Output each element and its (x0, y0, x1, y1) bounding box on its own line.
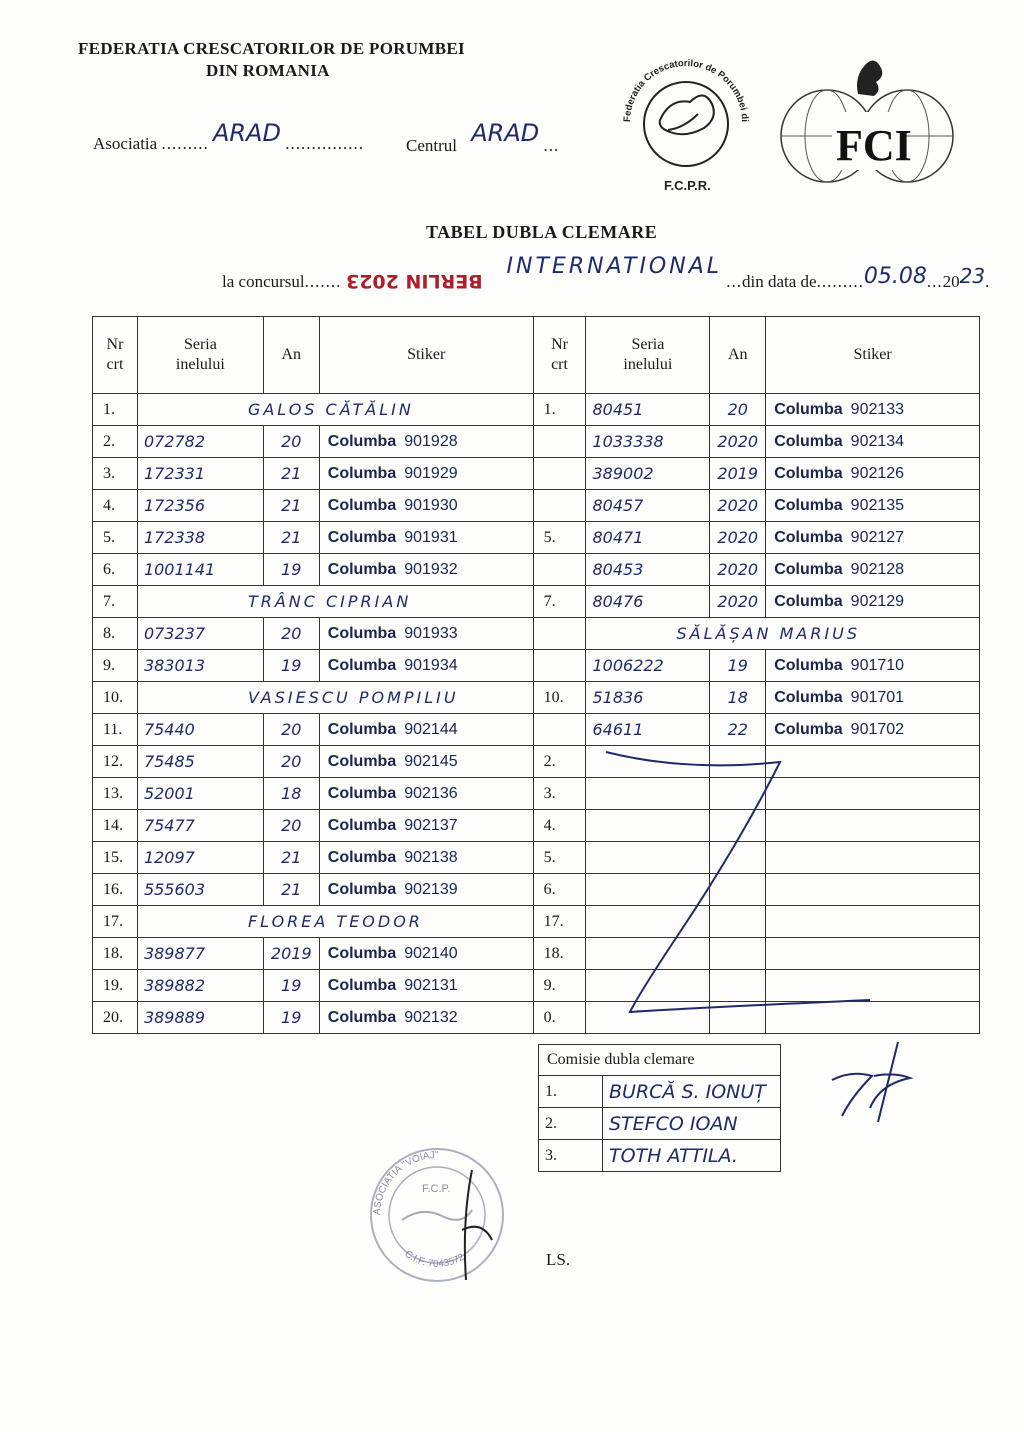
ring-year-right: 20 (710, 394, 766, 426)
ring-year: 2019 (263, 938, 319, 970)
centrul-field: Centrul ARAD ... (406, 119, 560, 155)
sticker-label (319, 746, 533, 778)
row-number-right: 3. (533, 778, 586, 810)
row-number-right (533, 650, 586, 682)
commission-name: STEFCO IOAN (603, 1108, 781, 1140)
fcpr-logo-ring-text: Federatia Crescatorilor de Porumbei di (621, 57, 751, 123)
row-number-right: 7. (533, 586, 586, 618)
commission-nr: 1. (539, 1076, 603, 1108)
sticker-number: 902128 (850, 560, 905, 578)
ring-year-right: 2019 (710, 458, 766, 490)
sticker-label (319, 650, 533, 682)
sticker-brand: Columba (327, 1008, 397, 1026)
ring-serial: 172338 (137, 522, 263, 554)
row-number: 20. (93, 1002, 138, 1034)
sticker-number: 902135 (850, 496, 905, 514)
ring-year-right: 19 (710, 650, 766, 682)
sticker-label-right (766, 490, 980, 522)
ring-serial: 172356 (137, 490, 263, 522)
row-number: 19. (93, 970, 138, 1002)
row-number: 15. (93, 842, 138, 874)
ring-serial-right: 1006222 (586, 650, 710, 682)
centrul-label: Centrul (406, 136, 457, 155)
sticker-number: 901930 (404, 496, 458, 514)
sticker-label (319, 970, 533, 1002)
ring-year: 20 (263, 618, 319, 650)
table-row (93, 650, 980, 682)
sticker-brand: Columba (774, 528, 843, 546)
sticker-number: 901932 (404, 560, 458, 578)
race-stamp: BERLIN 2023 (345, 270, 483, 292)
sticker-number: 901933 (404, 624, 458, 642)
sticker-label-right (766, 650, 980, 682)
sticker-label-right (766, 682, 980, 714)
commission-name: TOTH ATTILA. (603, 1140, 781, 1172)
sticker-label (319, 1002, 533, 1034)
sticker-number: 902144 (404, 720, 458, 738)
row-number: 17. (93, 906, 138, 938)
ring-serial: 1001141 (137, 554, 263, 586)
ring-serial-right: 1033338 (586, 426, 710, 458)
federation-country: DIN ROMANIA (206, 61, 330, 80)
sticker-brand: Columba (327, 944, 397, 962)
ring-serial-right: 51836 (586, 682, 710, 714)
sticker-brand: Columba (327, 752, 397, 770)
sticker-number: 902134 (850, 432, 905, 450)
ring-year: 20 (263, 714, 319, 746)
year-prefix: 20 (942, 272, 960, 291)
row-number: 18. (93, 938, 138, 970)
sticker-brand: Columba (327, 720, 397, 738)
row-number-right (533, 426, 586, 458)
ring-year-right: 2020 (710, 586, 766, 618)
ring-year-right: 2020 (710, 554, 766, 586)
sticker-number: 901701 (850, 688, 905, 706)
row-number-right (533, 490, 586, 522)
ring-year-right: 2020 (710, 522, 766, 554)
ring-year: 21 (263, 522, 319, 554)
sticker-label (319, 842, 533, 874)
year-value: 23 (959, 264, 986, 288)
commission-row (539, 1076, 781, 1108)
sticker-number: 902133 (850, 400, 905, 418)
table-row (93, 682, 980, 714)
commission-signature (820, 1036, 920, 1136)
row-number: 4. (93, 490, 138, 522)
owner-name: VASIESCU POMPILIU (137, 682, 533, 714)
cancel-strike-line (590, 740, 890, 1030)
sticker-label-right (766, 586, 980, 618)
ring-year: 18 (263, 778, 319, 810)
row-number: 11. (93, 714, 138, 746)
sticker-label (319, 490, 533, 522)
concurs-label: la concursul (222, 272, 305, 291)
sticker-brand: Columba (774, 464, 843, 482)
sticker-brand: Columba (327, 848, 397, 866)
ring-serial: 172331 (137, 458, 263, 490)
table-row (93, 490, 980, 522)
ring-serial: 383013 (137, 650, 263, 682)
sticker-number: 902136 (404, 784, 458, 802)
race-type-handwritten: INTERNATIONAL (506, 254, 723, 279)
row-number-right: 4. (533, 810, 586, 842)
row-number: 5. (93, 522, 138, 554)
sticker-number: 902131 (404, 976, 458, 994)
owner-name: GALOS CĂTĂLIN (137, 394, 533, 426)
sticker-number: 901931 (404, 528, 458, 546)
sticker-brand: Columba (774, 496, 843, 514)
sticker-label (319, 810, 533, 842)
row-number-right (533, 554, 586, 586)
owner-name-right: SĂLĂȘAN MARIUS (586, 618, 980, 650)
row-number: 7. (93, 586, 138, 618)
row-number: 8. (93, 618, 138, 650)
ring-year: 19 (263, 970, 319, 1002)
sticker-brand: Columba (774, 592, 843, 610)
sticker-label (319, 938, 533, 970)
sticker-brand: Columba (327, 656, 397, 674)
sticker-label-right (766, 458, 980, 490)
table-row (93, 618, 980, 650)
concurs-line: la concursul....... BERLIN 2023 INTERNATIONAL ...din data de.........05.08...2023. (222, 254, 990, 292)
ring-serial: 555603 (137, 874, 263, 906)
ring-serial: 073237 (137, 618, 263, 650)
sticker-brand: Columba (327, 560, 397, 578)
table-row (93, 554, 980, 586)
sticker-brand: Columba (774, 560, 843, 578)
row-number-right: 18. (533, 938, 586, 970)
sticker-number: 901929 (404, 464, 458, 482)
ring-serial: 389889 (137, 1002, 263, 1034)
row-number-right: 0. (533, 1002, 586, 1034)
sticker-brand: Columba (774, 720, 843, 738)
sticker-number: 902138 (404, 848, 458, 866)
ring-year: 20 (263, 810, 319, 842)
sticker-label-right (766, 554, 980, 586)
ring-serial-right: 64611 (586, 714, 710, 746)
sticker-label (319, 778, 533, 810)
sticker-brand: Columba (774, 432, 843, 450)
ring-serial-right: 80453 (586, 554, 710, 586)
ring-year: 21 (263, 458, 319, 490)
row-number-right: 5. (533, 522, 586, 554)
sticker-number: 902127 (850, 528, 905, 546)
row-number-right: 5. (533, 842, 586, 874)
ring-serial: 75440 (137, 714, 263, 746)
row-number: 3. (93, 458, 138, 490)
sticker-number: 901702 (850, 720, 905, 738)
row-number: 12. (93, 746, 138, 778)
stamp-line2: F.C.P. (422, 1183, 451, 1195)
sticker-brand: Columba (327, 432, 397, 450)
table-row (93, 394, 980, 426)
sticker-brand: Columba (327, 528, 397, 546)
sticker-label (319, 554, 533, 586)
sticker-label-right (766, 522, 980, 554)
ring-year-right: 2020 (710, 490, 766, 522)
fcpr-logo (610, 42, 760, 202)
ring-year-right: 18 (710, 682, 766, 714)
fci-logo (772, 50, 962, 190)
ring-serial: 75477 (137, 810, 263, 842)
row-number: 6. (93, 554, 138, 586)
ring-year: 21 (263, 490, 319, 522)
ring-year: 19 (263, 554, 319, 586)
col-header-nr: Nr crt (93, 317, 138, 394)
ring-year: 21 (263, 842, 319, 874)
sticker-label (319, 426, 533, 458)
table-row (93, 522, 980, 554)
sticker-brand: Columba (327, 976, 397, 994)
ring-serial: 072782 (137, 426, 263, 458)
sticker-label (319, 618, 533, 650)
row-number: 2. (93, 426, 138, 458)
sticker-brand: Columba (774, 688, 843, 706)
commission-row (539, 1140, 781, 1172)
sticker-label (319, 874, 533, 906)
ring-serial-right: 80457 (586, 490, 710, 522)
col-header-sticker: Stiker (319, 317, 533, 394)
federation-name: FEDERATIA CRESCATORILOR DE PORUMBEI (78, 39, 465, 58)
sticker-number: 902139 (404, 880, 458, 898)
ring-serial: 52001 (137, 778, 263, 810)
date-label: din data de (742, 272, 817, 291)
asociatia-value: ARAD (212, 119, 281, 147)
commission-title: Comisie dubla clemare (539, 1045, 781, 1076)
sticker-number: 902137 (404, 816, 458, 834)
sticker-number: 901710 (850, 656, 905, 674)
table-header-row (93, 317, 980, 394)
table-row (93, 458, 980, 490)
sticker-brand: Columba (327, 816, 397, 834)
sticker-number: 902126 (850, 464, 905, 482)
ring-serial-right: 389002 (586, 458, 710, 490)
ring-year: 19 (263, 1002, 319, 1034)
fcpr-logo-abbr: F.C.P.R. (664, 178, 711, 193)
commission-nr: 3. (539, 1140, 603, 1172)
sticker-number: 902129 (850, 592, 905, 610)
col-header-year: An (263, 317, 319, 394)
sticker-label (319, 714, 533, 746)
federation-header (78, 38, 465, 82)
row-number-right: 2. (533, 746, 586, 778)
sticker-number: 902140 (404, 944, 458, 962)
asociatia-field: Asociatia ......... ARAD ............... (93, 119, 364, 153)
sticker-label (319, 522, 533, 554)
row-number: 14. (93, 810, 138, 842)
ring-serial-right: 80471 (586, 522, 710, 554)
ring-serial: 75485 (137, 746, 263, 778)
col-header-year-right: An (710, 317, 766, 394)
row-number-right (533, 458, 586, 490)
sticker-brand: Columba (327, 624, 397, 642)
sticker-number: 901934 (404, 656, 458, 674)
sticker-brand: Columba (774, 400, 843, 418)
row-number: 13. (93, 778, 138, 810)
row-number-right (533, 714, 586, 746)
row-number: 1. (93, 394, 138, 426)
col-header-ring-right: Seria inelului (586, 317, 710, 394)
ring-serial: 389882 (137, 970, 263, 1002)
row-number-right: 9. (533, 970, 586, 1002)
row-number-right: 10. (533, 682, 586, 714)
ring-year-right: 22 (710, 714, 766, 746)
row-number: 9. (93, 650, 138, 682)
ring-serial-right: 80476 (586, 586, 710, 618)
col-header-nr-right: Nr crt (533, 317, 586, 394)
ring-year-right: 2020 (710, 426, 766, 458)
sticker-brand: Columba (327, 784, 397, 802)
ring-serial: 389877 (137, 938, 263, 970)
commission-row (539, 1108, 781, 1140)
svg-text:C.I.F. 7043572 (402, 1249, 467, 1270)
commission-name: BURCĂ S. IONUȚ (603, 1076, 781, 1108)
owner-name: FLOREA TEODOR (137, 906, 533, 938)
ring-year: 20 (263, 426, 319, 458)
sticker-brand: Columba (774, 656, 843, 674)
ring-serial: 12097 (137, 842, 263, 874)
row-number-right: 1. (533, 394, 586, 426)
asociatia-label: Asociatia (93, 134, 158, 153)
col-header-sticker-right: Stiker (766, 317, 980, 394)
sticker-label-right (766, 394, 980, 426)
sticker-number: 901928 (404, 432, 458, 450)
ls-label: LS. (546, 1250, 571, 1269)
owner-name: TRÂNC CIPRIAN (137, 586, 533, 618)
sticker-brand: Columba (327, 496, 397, 514)
ring-serial-right: 80451 (586, 394, 710, 426)
row-number-right: 17. (533, 906, 586, 938)
sticker-brand: Columba (327, 464, 397, 482)
association-stamp (362, 1140, 512, 1290)
commission-nr: 2. (539, 1108, 603, 1140)
stamp-line1: ASOCIATIA "VOIAJ" (371, 1149, 439, 1216)
sticker-label (319, 458, 533, 490)
sticker-number: 902132 (404, 1008, 458, 1026)
date-value: 05.08 (863, 264, 927, 289)
row-number-right (533, 618, 586, 650)
ring-year: 20 (263, 746, 319, 778)
row-number: 10. (93, 682, 138, 714)
fci-logo-text: FCI (836, 121, 912, 170)
sticker-number: 902145 (404, 752, 458, 770)
document-title: TABEL DUBLA CLEMARE (426, 222, 658, 242)
ring-year: 21 (263, 874, 319, 906)
col-header-ring: Seria inelului (137, 317, 263, 394)
row-number: 16. (93, 874, 138, 906)
stamp-line3: C.I.F. 7043572 (402, 1248, 467, 1270)
sticker-label-right (766, 426, 980, 458)
table-row (93, 426, 980, 458)
ring-year: 19 (263, 650, 319, 682)
sticker-brand: Columba (327, 880, 397, 898)
table-row (93, 586, 980, 618)
row-number-right: 6. (533, 874, 586, 906)
commission-table (538, 1044, 781, 1172)
centrul-value: ARAD (471, 119, 540, 147)
